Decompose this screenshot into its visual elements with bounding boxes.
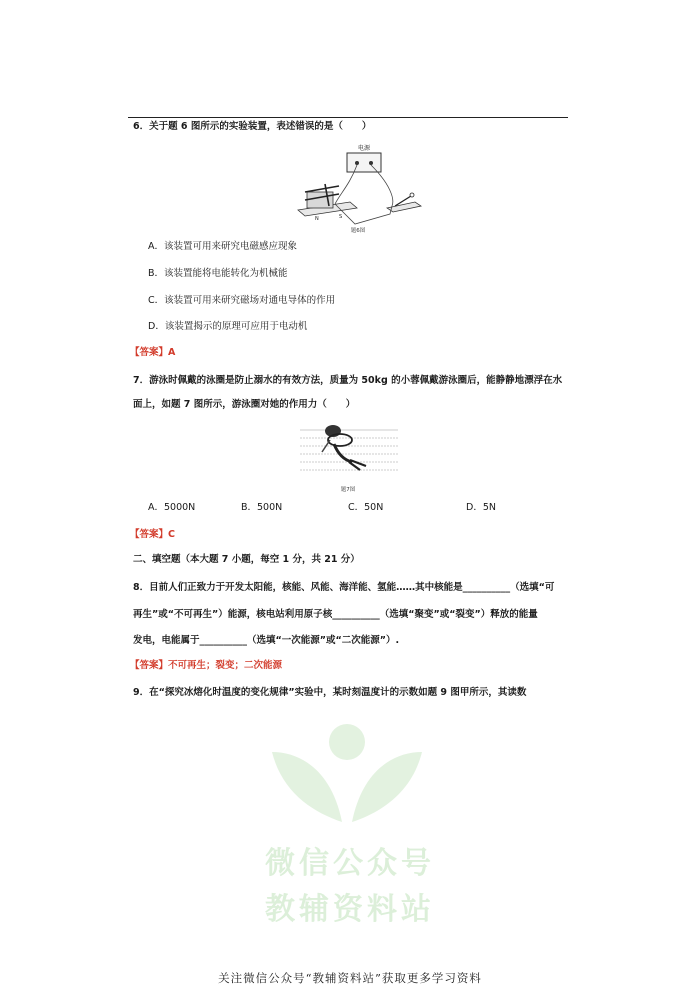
footer-text: 关注微信公众号“教辅资料站”获取更多学习资料 [218, 971, 482, 985]
q6-figure [295, 144, 425, 236]
watermark-logo-icon [262, 712, 432, 842]
q7-option-d: D．5N [466, 502, 496, 513]
header-rule [128, 117, 568, 118]
q6-option-b: B．该装置能将电能转化为机械能 [148, 268, 288, 279]
q8-answer: 【答案】不可再生；裂变；二次能源 [130, 660, 283, 671]
q8-line3: 发电，电能属于__________（选填“一次能源”或“二次能源”）. [133, 635, 400, 646]
label-s: S [339, 214, 343, 220]
q9-line1: 9．在“探究冰熔化时温度的变化规律”实验中，某时刻温度计的示数如题 9 图甲所示，其读数 [133, 687, 527, 698]
q6-answer: 【答案】A [130, 347, 176, 358]
q6-option-a: A．该装置可用来研究电磁感应现象 [148, 241, 297, 252]
power-label: 电源 [357, 145, 371, 152]
q8-line2: 再生”或“不可再生”）能源，核电站利用原子核__________（选填“聚变”或“裂变”）释放的能量 [133, 609, 538, 620]
q7-caption: 题7图 [340, 487, 356, 493]
q7-option-c: C．50N [348, 502, 384, 513]
section-title: 二、填空题（本大题 7 小题，每空 1 分，共 21 分） [133, 554, 360, 565]
q7-figure [300, 420, 400, 496]
q7-answer: 【答案】C [130, 529, 175, 540]
watermark-line1: 微信公众号 [265, 846, 435, 881]
label-n: N [315, 216, 319, 222]
q6-option-d: D．该装置揭示的原理可应用于电动机 [148, 321, 308, 332]
q8-line1: 8．目前人们正致力于开发太阳能，核能、风能、海洋能、氢能……其中核能是__________（选填“可 [133, 582, 555, 593]
watermark-line2: 教辅资料站 [265, 892, 435, 927]
q7-stem-line1: 7．游泳时佩戴的泳圈是防止溺水的有效方法，质量为 50kg 的小蓉佩戴游泳圈后，能静静地漂浮在水 [133, 375, 563, 386]
q6-option-c: C．该装置可用来研究磁场对通电导体的作用 [148, 295, 336, 306]
q7-option-a: A．5000N [148, 502, 196, 513]
q6-stem: 6．关于题 6 图所示的实验装置，表述错误的是（ ） [133, 121, 372, 132]
q7-option-b: B．500N [241, 502, 283, 513]
q6-caption: 题6图 [350, 228, 366, 234]
q7-stem-line2: 面上，如题 7 图所示，游泳圈对她的作用力（ ） [133, 399, 356, 410]
